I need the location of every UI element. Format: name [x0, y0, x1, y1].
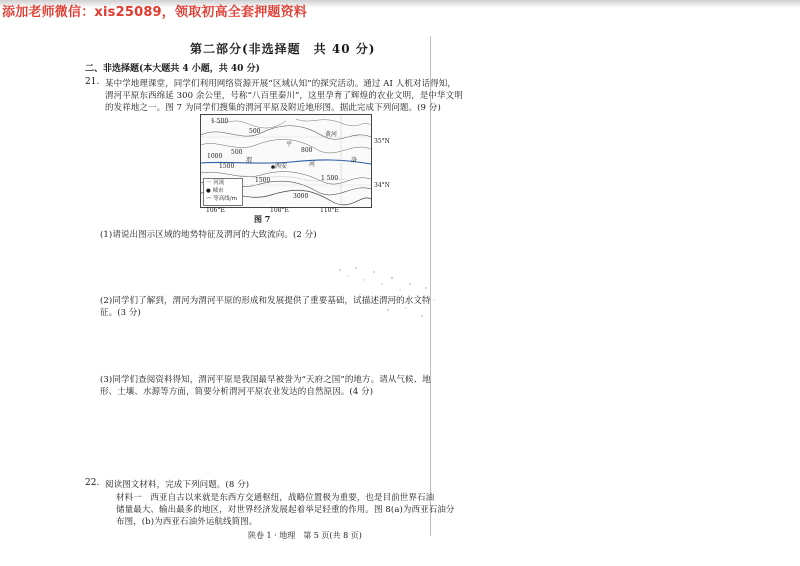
contour-label: 1 500: [211, 118, 229, 125]
question-21-number: 21.: [85, 77, 100, 87]
contour-label: 1000: [207, 153, 223, 160]
place-label-xian: 西安: [275, 163, 288, 170]
q21-sub-question-3-line-2: 形、土壤、水源等方面，简要分析渭河平原农业发达的自然原因。(4 分): [100, 387, 374, 397]
place-label: 渭: [246, 157, 253, 164]
contour-label: 500: [231, 149, 243, 156]
contour-label: 1 500: [321, 175, 339, 182]
place-label: 黄河: [325, 131, 338, 138]
q21-intro-line-3: 的发祥地之一。图 7 为同学们搜集的渭河平原及附近地形图。据此完成下列问题。(9 分): [105, 103, 441, 113]
question-22-number: 22.: [85, 478, 100, 488]
legend-city: ● 城市: [206, 188, 224, 194]
scan-noise-artifact: [330, 250, 450, 340]
longitude-label: 110°E: [320, 207, 339, 214]
q21-sub-question-3-line-1: (3)同学们查阅资料得知，渭河平原是我国最早被誉为“天府之国”的地方。请从气候、地: [100, 375, 431, 385]
contour-label: 3000: [293, 193, 309, 200]
map-legend: [203, 178, 243, 206]
page-footer: 陕卷 1 · 地理 第 5 页(共 8 页): [248, 531, 362, 540]
q22-material-line-3: 布图，(b)为西亚石油外运航线简图。: [116, 517, 258, 527]
q22-material-line-2: 储量最大、输出最多的地区，对世界经济发展起着举足轻重的作用。图 8(a)为西亚石油分: [116, 505, 455, 515]
q21-sub-question-2-line-1: (2)同学们了解到，渭河为渭河平原的形成和发展提供了重要基础，试描述渭河的水文特: [100, 296, 431, 306]
place-label: 平: [286, 141, 293, 148]
contour-label: 1500: [219, 163, 235, 170]
watermark-banner: 添加老师微信：xis25089，领取初高全套押题资料: [2, 5, 308, 20]
q21-intro-line-2: 渭河平原东西绵延 300 余公里，号称“八百里秦川”，这里孕育了辉煌的农业文明，是中华文明: [105, 91, 463, 101]
q22-material-line-1: 材料一 西亚自古以来就是东西方交通枢纽，战略位置极为重要，也是目前世界石油: [116, 493, 435, 503]
latitude-label: 35°N: [374, 138, 390, 145]
section-heading: 二、非选择题(本大题共 4 小题，共 40 分): [85, 64, 260, 74]
q21-intro-line-1: 某中学地理课堂，同学们利用网络资源开展“区域认知”的探究活动。通过 AI 人机对话得知，: [105, 79, 456, 89]
latitude-label: 34°N: [374, 182, 390, 189]
longitude-label: 108°E: [270, 207, 289, 214]
contour-label: 1500: [255, 177, 271, 184]
place-label: 洛: [351, 157, 358, 164]
q21-sub-question-1: (1)请说出图示区域的地势特征及渭河的大致流向。(2 分): [100, 230, 317, 240]
contour-label: 500: [249, 128, 261, 135]
figure-7-caption: 图 7: [254, 214, 271, 224]
longitude-label: 106°E: [206, 207, 225, 214]
place-label: 河: [309, 161, 316, 168]
section-title: 第二部分(非选择题 共 40 分): [190, 42, 376, 56]
contour-label: 800: [301, 147, 313, 154]
q21-sub-question-2-line-2: 征。(3 分): [100, 308, 141, 318]
legend-river: ～ 河流: [206, 180, 225, 186]
legend-contour: 〰 等高线/m: [206, 196, 237, 202]
q22-intro: 阅读图文材料，完成下列问题。(8 分): [105, 480, 250, 490]
